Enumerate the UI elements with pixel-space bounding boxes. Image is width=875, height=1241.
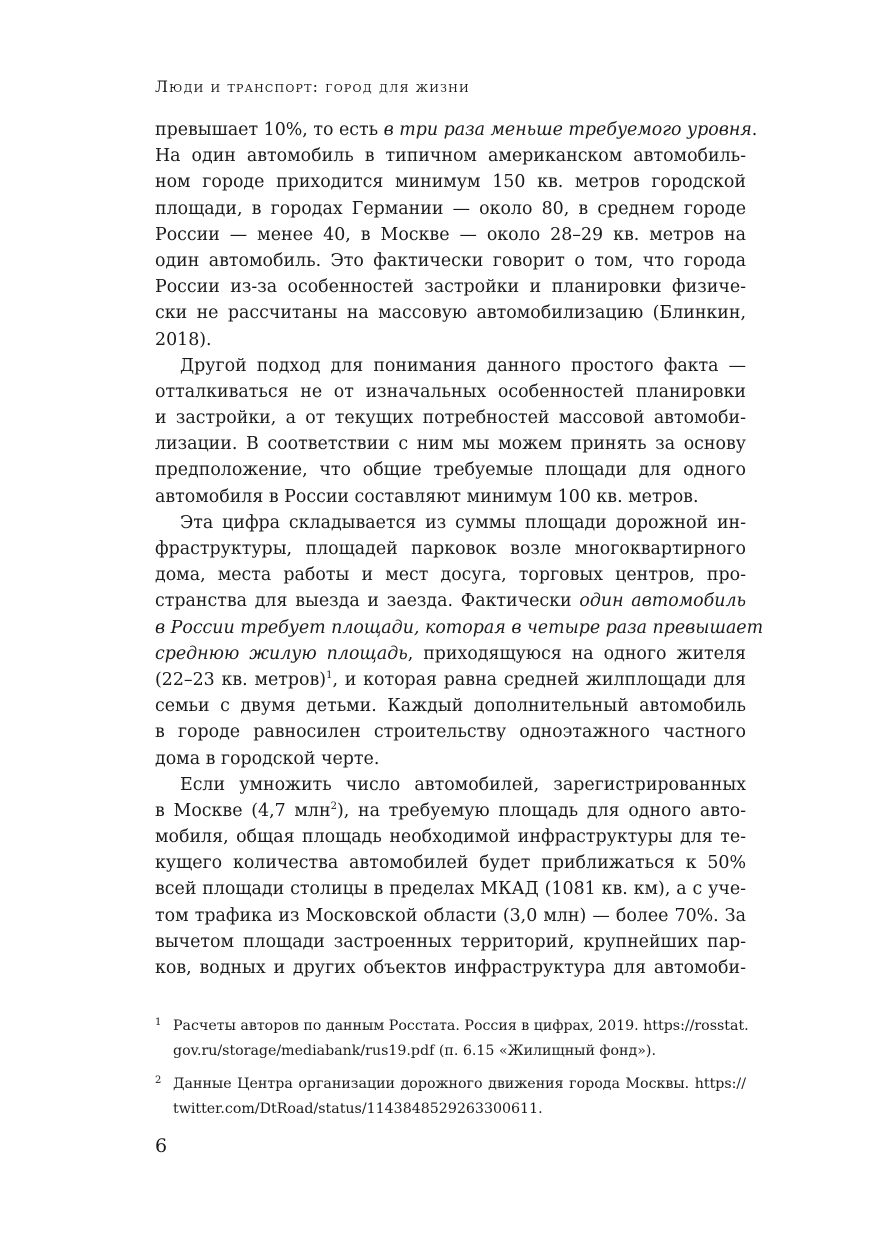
text-line: отталкиваться не от изначальных особенностей планировки bbox=[155, 381, 746, 402]
text-line: вычетом площади застроенных территорий, крупнейших пар- bbox=[155, 931, 746, 952]
text-line: мобиля, общая площадь необходимой инфраструктуры для те- bbox=[155, 827, 746, 848]
italic-emphasis: в три раза меньше требуемого уровня bbox=[383, 120, 752, 140]
footnote-line: Данные Центра организации дорожного движения города Москвы. https:// bbox=[173, 1076, 746, 1092]
footnote-line: twitter.com/DtRoad/status/1143848529263300611. bbox=[173, 1101, 543, 1117]
italic-emphasis: один автомобиль bbox=[579, 591, 746, 612]
running-header: Люди и транспорт: город для жизни bbox=[155, 78, 470, 96]
text-line: в городе равносилен строительству одноэтажного частного bbox=[155, 722, 746, 743]
text-line: лизации. В соответствии с ним мы можем принять за основу bbox=[155, 434, 746, 455]
text-line: странства для выезда и заезда. Фактически один автомобиль bbox=[155, 591, 746, 612]
footnote-number: 2 bbox=[155, 1075, 162, 1086]
text-line: всей площади столицы в пределах МКАД (1081 кв. км), а с уче- bbox=[155, 879, 746, 900]
text-line: среднюю жилую площадь, приходящуюся на одного жителя bbox=[155, 643, 746, 664]
text-line: площади, в городах Германии — около 80, в среднем городе bbox=[155, 198, 746, 219]
text-line: Эта цифра складывается из суммы площади дорожной ин- bbox=[180, 512, 746, 533]
text-line: фраструктуры, площадей парковок возле многоквартирного bbox=[155, 539, 746, 559]
text-line: ном городе приходится минимум 150 кв. метров городской bbox=[155, 172, 746, 193]
text-line: России — менее 40, в Москве — около 28–29 кв. метров на bbox=[155, 224, 746, 245]
text-line: и застройки, а от текущих потребностей массовой автомоби- bbox=[155, 408, 746, 429]
footnote bbox=[155, 1072, 746, 1122]
paragraph bbox=[155, 117, 758, 353]
footnotes bbox=[155, 1014, 749, 1130]
footnote-ref[interactable]: 1 bbox=[326, 670, 333, 682]
text-line: кущего количества автомобилей будет приближаться к 50% bbox=[155, 853, 746, 874]
text-line: автомобиля в России составляют минимум 100 кв. метров. bbox=[155, 486, 699, 507]
text-line: превышает 10%, то есть в три раза меньше требуемого уровня. bbox=[155, 120, 758, 140]
italic-emphasis: в России требует площади, которая в четыре раза превышает bbox=[155, 617, 764, 638]
text-line: семьи с двумя детьми. Каждый дополнительный автомобиль bbox=[155, 696, 746, 717]
text-line: дома, места работы и мест досуга, торговых центров, про- bbox=[155, 565, 746, 586]
text-line: Если умножить число автомобилей, зарегистрированных bbox=[180, 774, 746, 795]
footnote-line: gov.ru/storage/mediabank/rus19.pdf (п. 6.15 «Жилищный фонд»). bbox=[173, 1043, 656, 1059]
text-line: Другой подход для понимания данного простого факта — bbox=[180, 355, 746, 376]
text-line: в Москве (4,7 млн$^2$), на требуемую площадь для одного авто- bbox=[155, 800, 747, 821]
text-line: предположение, что общие требуемые площади для одного bbox=[155, 460, 746, 481]
text-line: ски не рассчитаны на массовую автомобилизацию (Блинкин, bbox=[155, 303, 746, 324]
footnote-ref[interactable]: 2 bbox=[330, 801, 337, 813]
text-line: том трафика из Московской области (3,0 млн) — более 70%. За bbox=[155, 905, 746, 926]
text-line: (22–23 кв. метров)$^1$, и которая равна средней жилплощади для bbox=[155, 669, 747, 690]
footnote-line: Расчеты авторов по данным Росстата. Россия в цифрах, 2019. https://rosstat. bbox=[173, 1018, 749, 1034]
text-line: На один автомобиль в типичном американском автомобиль- bbox=[155, 146, 746, 167]
text-line: России из-за особенностей застройки и планировки физиче- bbox=[155, 277, 746, 298]
italic-emphasis: среднюю жилую площадь bbox=[155, 643, 408, 664]
paragraph bbox=[155, 353, 746, 510]
body-text bbox=[155, 117, 764, 981]
paragraph bbox=[155, 772, 746, 982]
text-line: один автомобиль. Это фактически говорит о том, что города bbox=[155, 250, 746, 271]
footnote-number: 1 bbox=[155, 1017, 162, 1028]
text-line: ков, водных и других объектов инфраструктура для автомоби- bbox=[155, 958, 746, 978]
footnote bbox=[155, 1014, 749, 1064]
text-line: дома в городской черте. bbox=[155, 748, 380, 769]
page-number: 6 bbox=[155, 1135, 168, 1157]
text-line bbox=[155, 615, 764, 641]
paragraph bbox=[155, 510, 764, 772]
text-line: 2018). bbox=[155, 329, 212, 350]
